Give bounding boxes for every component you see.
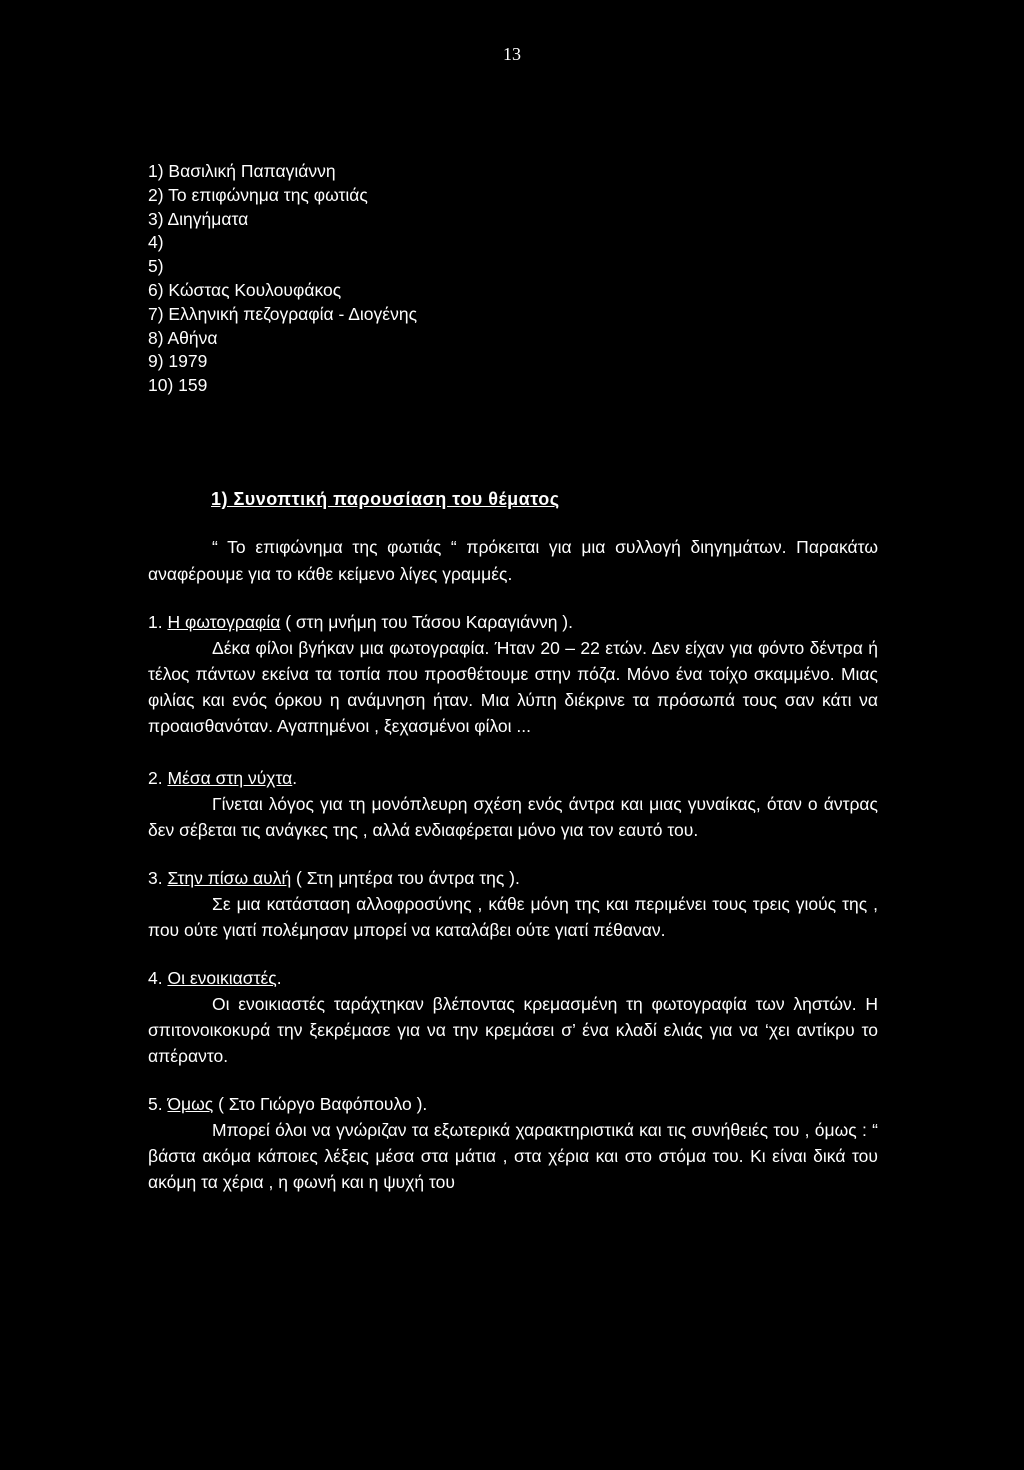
story-number: 3. — [148, 868, 163, 888]
story-dedication: ( στη μνήμη του Τάσου Καραγιάννη ). — [280, 612, 573, 632]
story-number: 4. — [148, 968, 163, 988]
story-summary: Δέκα φίλοι βγήκαν μια φωτογραφία. Ήταν 20 – 22 ετών. Δεν είχαν για φόντο δέντρα ή τέλος πάντων εκείνα τα τοπία που προσθέτουμε στην πόζα. Μόνο ένα τοίχο σκαμμένο. Μιας φιλίας και ενός όρκου η ανάμνηση ήταν. Μια λύπη διέκρινε τα πρόσωπά τους σαν κάτι να προαισθανόταν. Αγαπημένοι , ξεχασμένοι φίλοι ... — [148, 638, 878, 736]
story-dedication: ( Στη μητέρα του άντρα της ). — [291, 868, 520, 888]
story-number: 1. — [148, 612, 163, 632]
metadata-illustrator: 6) Κώστας Κουλουφάκος — [148, 279, 342, 300]
story-title: Μέσα στη νύχτα — [167, 768, 293, 788]
story-heading — [148, 1091, 878, 1117]
story-title: Οι ενοικιαστές — [167, 968, 277, 988]
story-title: Στην πίσω αυλή — [167, 868, 292, 888]
story-summary: Γίνεται λόγος για τη μονόπλευρη σχέση ενός άντρα και μιας γυναίκας, όταν ο άντρας δεν σέβεται τις ανάγκες της , αλλά ενδιαφέρεται μόνο για τον εαυτό του. — [148, 794, 878, 840]
story-summary: Σε μια κατάσταση αλλοφροσύνης , κάθε μόνη της και περιμένει τους τρεις γιούς της , που ούτε γιατί πολέμησαν μπορεί να καταλάβει ούτε γιατί πέθαναν. — [148, 894, 878, 940]
story-entry — [148, 1091, 878, 1195]
story-heading — [148, 865, 878, 891]
metadata-publisher: 7) Ελληνική πεζογραφία - Διογένης — [148, 303, 418, 324]
metadata-author: 1) Βασιλική Παπαγιάννη — [148, 161, 336, 181]
summary-section — [148, 486, 878, 1195]
metadata-genre: 3) Διηγήματα — [148, 208, 249, 229]
story-number: 5. — [148, 1094, 163, 1114]
metadata-pages: 10) 159 — [148, 375, 208, 396]
section-heading: 1) Συνοπτική παρουσίαση του θέματος — [211, 489, 560, 509]
story-title: Όμως — [167, 1094, 214, 1114]
story-entry — [148, 965, 878, 1069]
story-dedication: . — [276, 968, 282, 988]
story-dedication: ( Στο Γιώργο Βαφόπουλο ). — [213, 1094, 428, 1114]
metadata-item-4: 4) — [148, 232, 164, 253]
section-intro: “ Το επιφώνημα της φωτιάς “ πρόκειται για μια συλλογή διηγημάτων. Παρακάτω αναφέρουμε για το κάθε κείμενο λίγες γραμμές. — [148, 537, 878, 584]
story-heading — [148, 609, 878, 635]
metadata-year: 9) 1979 — [148, 351, 208, 372]
story-dedication: . — [292, 768, 298, 788]
bibliographic-metadata-list — [148, 160, 417, 398]
story-number: 2. — [148, 768, 163, 788]
metadata-place: 8) Αθήνα — [148, 327, 218, 348]
story-entry — [148, 609, 878, 739]
story-heading — [148, 765, 878, 791]
metadata-title: 2) Το επιφώνημα της φωτιάς — [148, 184, 368, 205]
story-summary: Μπορεί όλοι να γνώριζαν τα εξωτερικά χαρακτηριστικά και τις συνήθειές του , όμως : “ βάστα ακόμα κάποιες λέξεις μέσα στα μάτια , στα χέρια και στο στόμα του. Κι είναι δικά του ακόμη τα χέρια , η φωνή και η ψυχή του — [148, 1120, 878, 1192]
story-entry — [148, 765, 878, 843]
story-heading — [148, 965, 878, 991]
story-title: Η φωτογραφία — [167, 612, 281, 632]
story-summary: Οι ενοικιαστές ταράχτηκαν βλέποντας κρεμασμένη τη φωτογραφία των ληστών. Η σπιτονοικοκυρά την ξεκρέμασε για να την κρεμάσει σ’ ένα κλαδί ελιάς για να ‘χει αντίκρυ το απέραντο. — [148, 994, 878, 1066]
page-number: 13 — [503, 44, 521, 64]
story-entry — [148, 865, 878, 943]
metadata-item-5: 5) — [148, 256, 164, 277]
